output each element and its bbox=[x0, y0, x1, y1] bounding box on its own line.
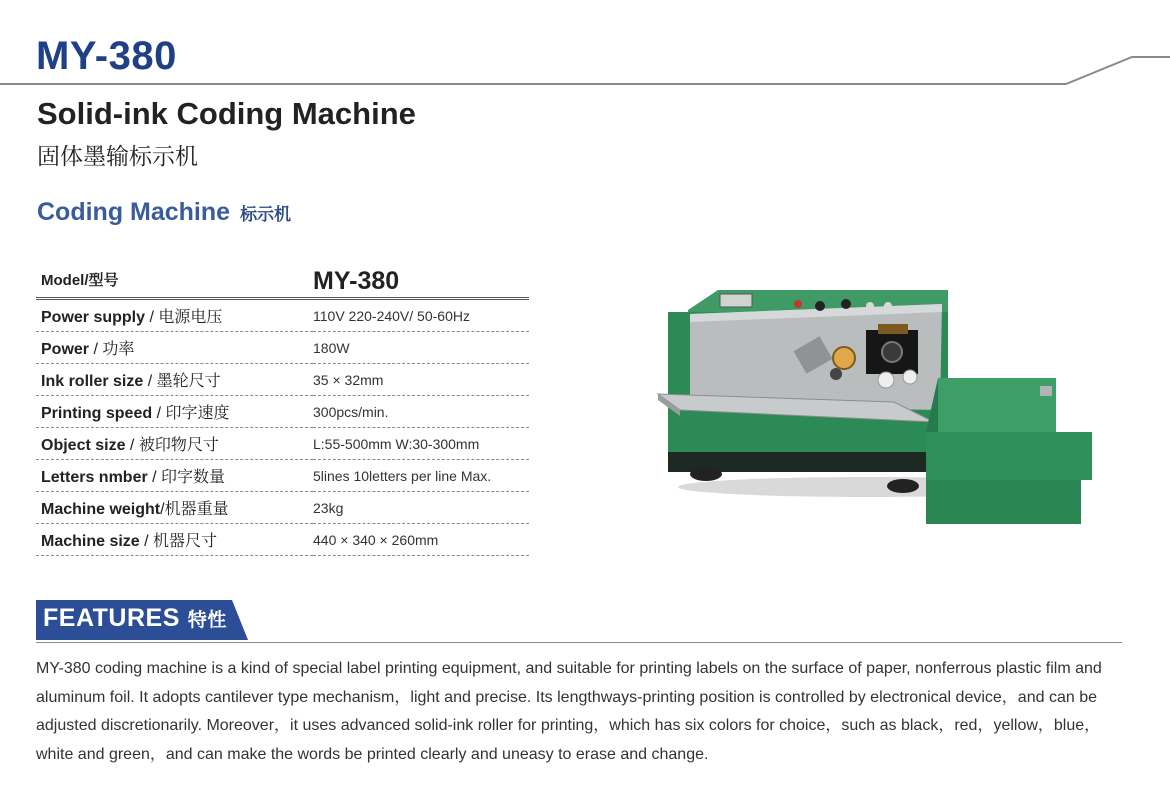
spec-label-en: Machine size bbox=[41, 533, 140, 550]
features-title-en: FEATURES bbox=[43, 604, 180, 632]
spec-label bbox=[36, 460, 313, 492]
spec-label bbox=[36, 364, 313, 396]
spec-row-machine-size bbox=[36, 524, 529, 556]
spec-label bbox=[36, 524, 313, 556]
spec-label-cn: /机器重量 bbox=[160, 501, 229, 518]
header-rule bbox=[0, 52, 1170, 92]
spec-label-en: Power bbox=[41, 341, 90, 358]
spec-row-printing-speed bbox=[36, 396, 529, 428]
spec-label-en: Letters nmber bbox=[41, 469, 148, 486]
spec-label-cn: / 电源电压 bbox=[145, 309, 223, 326]
spec-label-en: Machine weight bbox=[41, 501, 161, 518]
spec-label bbox=[36, 396, 313, 428]
spec-label-en: Printing speed bbox=[41, 405, 153, 422]
spec-label-en: Power supply bbox=[41, 309, 146, 326]
product-title-en: Solid-ink Coding Machine bbox=[37, 96, 416, 131]
spec-value: 35 × 32mm bbox=[313, 364, 529, 396]
spec-label bbox=[36, 299, 313, 332]
spec-label-cn: / 被印物尺寸 bbox=[125, 437, 219, 454]
spec-row-machine-weight bbox=[36, 492, 529, 524]
features-title-cn: 特性 bbox=[187, 610, 227, 631]
coding-machine-illustration bbox=[648, 282, 1098, 532]
spec-header-label: Model/型号 bbox=[36, 262, 313, 299]
spec-row-power-supply bbox=[36, 299, 529, 332]
spec-value: L:55-500mm W:30-300mm bbox=[313, 428, 529, 460]
features-description: MY-380 coding machine is a kind of special label printing equipment, and suitable for printing labels on the surface of paper, nonferrous plastic film and aluminum foil. It adopts cantilever type mechanism，light and precise. Its lengthways-printing position is controlled by electronical device，and can be adjusted discretionarily. Moreover，it uses advanced solid-ink roller for printing，which has six colors for choice，such as black，red，yellow，blue，white and green，and can make the words be printed clearly and uneasy to erase and change. bbox=[36, 660, 1102, 763]
spec-row-power bbox=[36, 332, 529, 364]
section-title bbox=[37, 198, 291, 227]
spec-row-object-size bbox=[36, 428, 529, 460]
spec-header-row bbox=[36, 262, 529, 299]
spec-label bbox=[36, 492, 313, 524]
spec-label-cn: / 功率 bbox=[89, 341, 135, 358]
spec-label-cn: / 印字速度 bbox=[152, 405, 230, 422]
spec-label-cn: / 印字数量 bbox=[147, 469, 226, 486]
spec-header-value: MY-380 bbox=[313, 262, 529, 299]
spec-value: 300pcs/min. bbox=[313, 396, 529, 428]
spec-value: 23kg bbox=[313, 492, 529, 524]
spec-value: 5lines 10letters per line Max. bbox=[313, 460, 529, 492]
features-rule bbox=[36, 642, 1122, 643]
features-title bbox=[43, 604, 227, 633]
spec-value: 440 × 340 × 260mm bbox=[313, 524, 529, 556]
spec-table bbox=[36, 262, 529, 556]
spec-label bbox=[36, 332, 313, 364]
section-title-cn: 标示机 bbox=[240, 205, 292, 224]
model-title: MY-380 bbox=[36, 34, 177, 78]
spec-label bbox=[36, 428, 313, 460]
product-title-cn: 固体墨输标示机 bbox=[37, 143, 198, 169]
spec-row-ink-roller-size bbox=[36, 364, 529, 396]
section-title-en: Coding Machine bbox=[37, 198, 231, 226]
spec-value: 180W bbox=[313, 332, 529, 364]
spec-label-en: Ink roller size bbox=[41, 373, 144, 390]
spec-label-cn: / 机器尺寸 bbox=[139, 533, 218, 550]
spec-label-en: Object size bbox=[41, 437, 126, 454]
spec-label-cn: / 墨轮尺寸 bbox=[143, 373, 221, 390]
spec-value: 110V 220-240V/ 50-60Hz bbox=[313, 299, 529, 332]
spec-row-letters-number bbox=[36, 460, 529, 492]
